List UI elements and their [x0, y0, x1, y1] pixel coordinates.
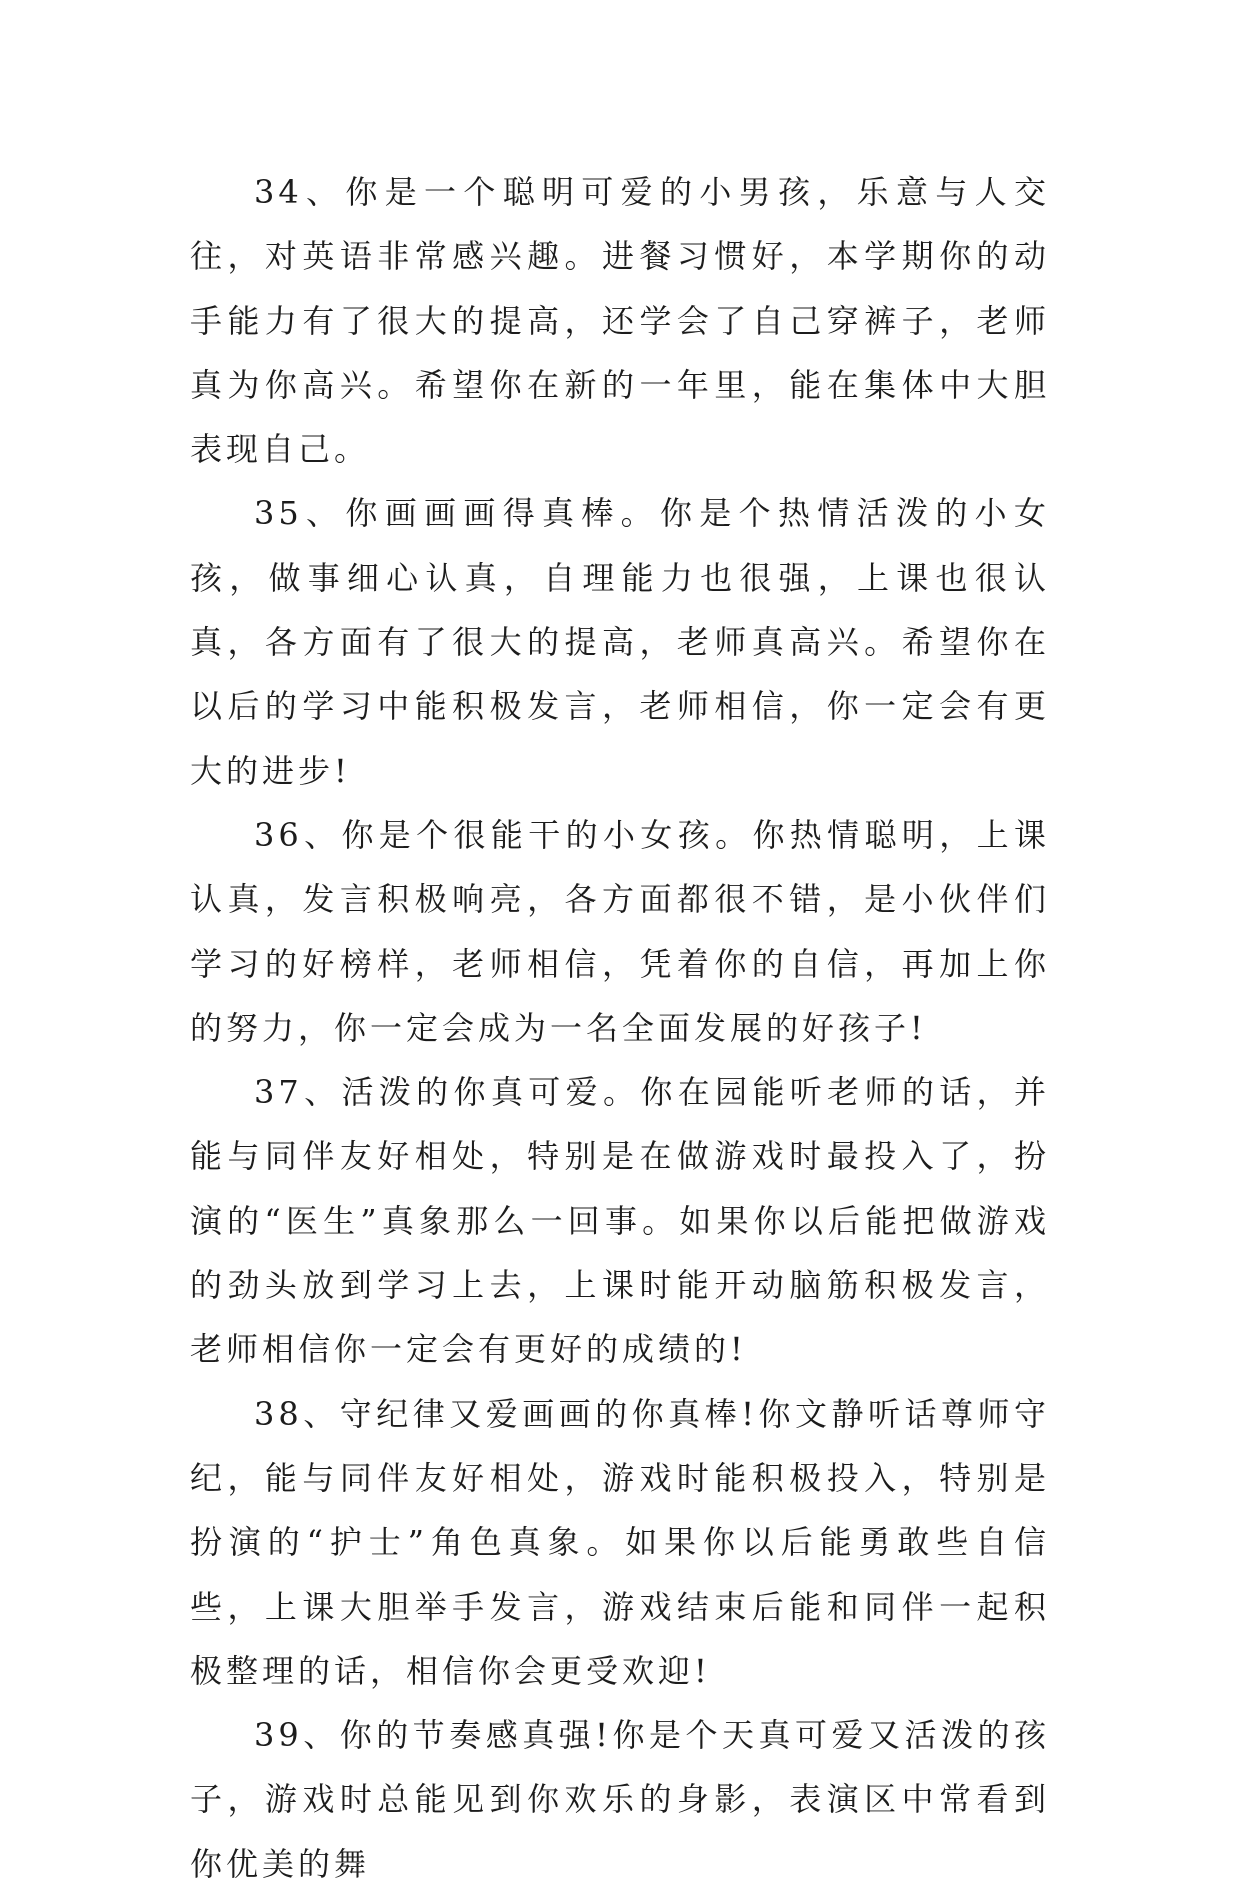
paragraph-37: 37、活泼的你真可爱。你在园能听老师的话，并能与同伴友好相处，特别是在做游戏时最投入了，扮演的“医生”真象那么一回事。如果你以后能把做游戏的劲头放到学习上去，上课时能开动脑筋积极发言，老师相信你一定会有更好的成绩的!	[190, 1073, 1050, 1369]
paragraph-38: 38、守纪律又爱画画的你真棒!你文静听话尊师守纪，能与同伴友好相处，游戏时能积极投入，特别是扮演的“护士”角色真象。如果你以后能勇敢些自信些，上课大胆举手发言，游戏结束后能和同伴一起积极整理的话，相信你会更受欢迎!	[190, 1394, 1050, 1690]
paragraph-39: 39、你的节奏感真强!你是个天真可爱又活泼的孩子，游戏时总能见到你欢乐的身影，表演区中常看到你优美的舞	[190, 1716, 1050, 1883]
document-body	[190, 160, 1050, 1896]
paragraph-34: 34、你是一个聪明可爱的小男孩，乐意与人交往，对英语非常感兴趣。进餐习惯好，本学期你的动手能力有了很大的提高，还学会了自己穿裤子，老师真为你高兴。希望你在新的一年里，能在集体中大胆表现自己。	[190, 173, 1050, 469]
paragraph-36: 36、你是个很能干的小女孩。你热情聪明，上课认真，发言积极响亮，各方面都很不错，是小伙伴们学习的好榜样，老师相信，凭着你的自信，再加上你的努力，你一定会成为一名全面发展的好孩子!	[190, 815, 1050, 1047]
paragraph-35: 35、你画画画得真棒。你是个热情活泼的小女孩，做事细心认真，自理能力也很强，上课也很认真，各方面有了很大的提高，老师真高兴。希望你在以后的学习中能积极发言，老师相信，你一定会有更大的进步!	[190, 494, 1050, 790]
